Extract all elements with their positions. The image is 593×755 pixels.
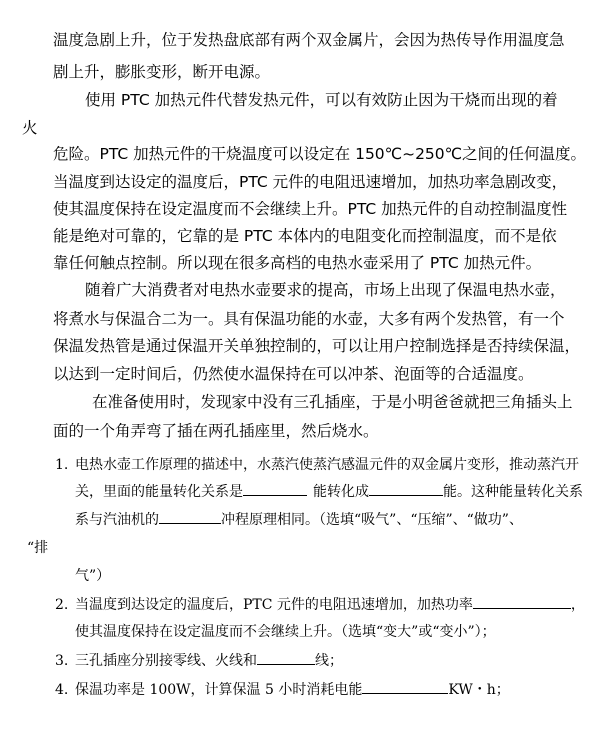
answer-blank[interactable] xyxy=(473,595,571,609)
question-text: 能。这种能量转化关系 xyxy=(443,484,583,500)
question-2-line-2: 使其温度保持在设定温度而不会继续上升。（选填“变大”或“变小”）； xyxy=(75,624,496,640)
question-number: 2. xyxy=(55,597,69,613)
paragraph-line: 面的一个角弄弯了插在两孔插座里，然后烧水。 xyxy=(53,422,379,440)
paragraph-line: 将煮水与保温合二为一。具有保温功能的水壶，大多有两个发热管，有一个 xyxy=(53,310,565,328)
paragraph-line: 随着广大消费者对电热水壶要求的提高，市场上出现了保温电热水壶， xyxy=(85,281,566,299)
question-text: KW・h； xyxy=(448,682,510,698)
paragraph-line: 保温发热管是通过保温开关单独控制的，可以让用户控制选择是否持续保温， xyxy=(53,337,581,355)
question-text: 保温功率是 100W，计算保温 5 小时消耗电能 xyxy=(75,682,363,698)
question-number: 1. xyxy=(55,457,69,473)
answer-blank[interactable] xyxy=(257,651,315,665)
question-4 xyxy=(55,680,510,700)
paragraph-line: 在准备使用时，发现家中没有三孔插座，于是小明爸爸就把三角插头上 xyxy=(92,393,573,411)
question-1-line-2 xyxy=(75,482,583,502)
paragraph-line: 危险。PTC 加热元件的干烧温度可以设定在 150℃~250℃之间的任何温度。 xyxy=(53,145,587,163)
question-1 xyxy=(55,455,579,475)
question-text: 三孔插座分别接零线、火线和 xyxy=(75,653,257,669)
question-1-line-5: 气”） xyxy=(75,568,111,584)
question-text: ， xyxy=(570,597,585,613)
question-number: 4. xyxy=(55,682,69,698)
question-number: 3. xyxy=(55,653,69,669)
answer-blank[interactable] xyxy=(362,680,448,694)
paragraph-line: 温度急剧上升，位于发热盘底部有两个双金属片，会因为热传导作用温度急 xyxy=(53,31,565,49)
paragraph-line: 以达到一定时间后，仍然使水温保持在可以冲茶、泡面等的合适温度。 xyxy=(53,365,534,383)
paragraph-line: 靠任何触点控制。所以现在很多高档的电热水壶采用了 PTC 加热元件。 xyxy=(53,254,542,272)
answer-blank[interactable] xyxy=(369,482,443,496)
question-1-line-4: “排 xyxy=(27,540,49,556)
answer-blank[interactable] xyxy=(243,482,307,496)
question-1-line-3 xyxy=(75,510,523,530)
question-text: 关，里面的能量转化关系是 xyxy=(75,484,243,500)
question-text: 当温度到达设定的温度后，PTC 元件的电阻迅速增加，加热功率 xyxy=(75,597,473,613)
question-3 xyxy=(55,651,343,671)
question-text: 系与汽油机的 xyxy=(75,512,159,528)
answer-blank[interactable] xyxy=(159,510,221,524)
paragraph-line: 使其温度保持在设定温度而不会继续上升。PTC 加热元件的自动控制温度性 xyxy=(53,200,568,218)
question-2 xyxy=(55,595,585,615)
question-text: 冲程原理相同。（选填“吸气”、“压缩”、“做功”、 xyxy=(221,512,523,528)
paragraph-line: 剧上升，膨胀变形，断开电源。 xyxy=(53,63,271,81)
paragraph-line: 火 xyxy=(22,119,38,137)
question-text: 能转化成 xyxy=(313,484,369,500)
question-text: 线； xyxy=(315,653,343,669)
paragraph-line: 使用 PTC 加热元件代替发热元件，可以有效防止因为干烧而出现的着 xyxy=(85,91,558,109)
paragraph-line: 当温度到达设定的温度后，PTC 元件的电阻迅速增加，加热功率急剧改变， xyxy=(53,173,568,191)
paragraph-line: 能是绝对可靠的，它靠的是 PTC 本体内的电阻变化而控制温度，而不是依 xyxy=(53,227,557,245)
question-text: 电热水壶工作原理的描述中，水蒸汽使蒸汽感温元件的双金属片变形，推动蒸汽开 xyxy=(75,457,579,473)
